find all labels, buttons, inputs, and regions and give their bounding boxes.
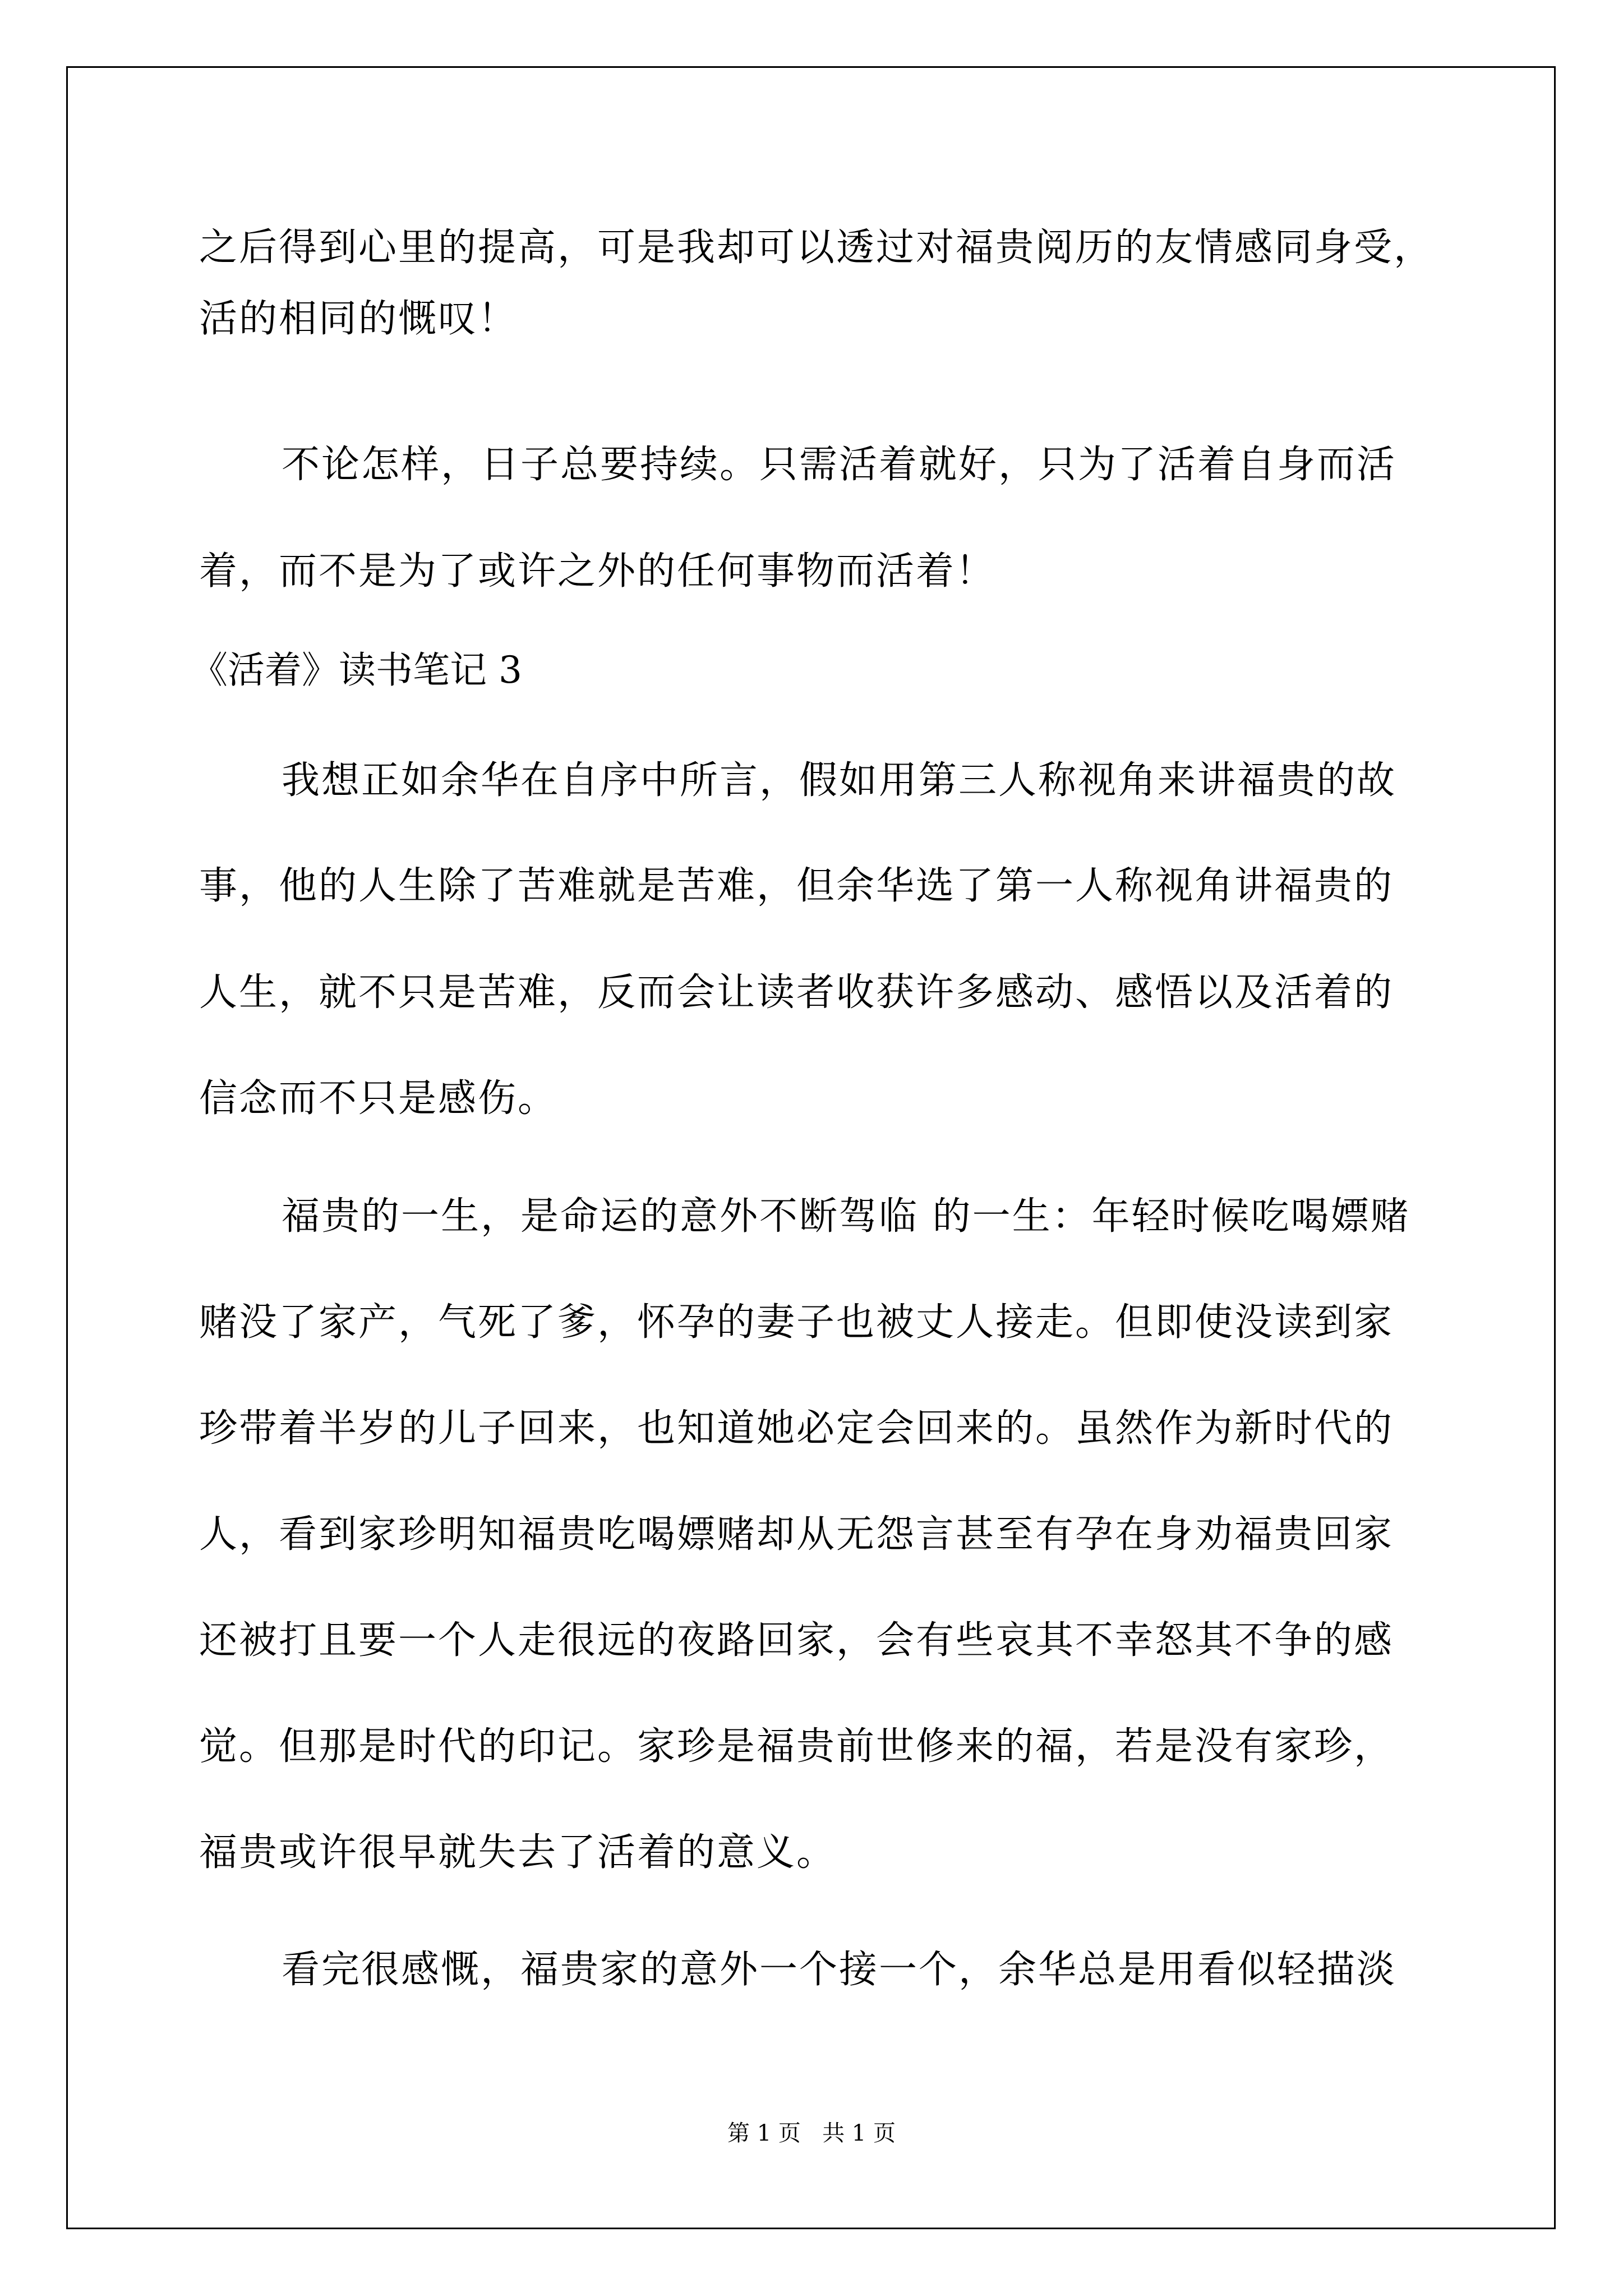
section-title: 《活着》读书笔记 3 — [191, 648, 522, 692]
text-line: 福贵的一生，是命运的意外不断驾临 的一生：年轻时候吃喝嫖赌 — [282, 1194, 1410, 1239]
text-line: 事，他的人生除了苦难就是苦难，但余华选了第一人称视角讲福贵的 — [199, 864, 1394, 908]
page-border — [66, 66, 1556, 2229]
text-line: 赌没了家产，气死了爹，怀孕的妻子也被丈人接走。但即使没读到家 — [199, 1300, 1394, 1345]
text-line: 人生，就不只是苦难，反而会让读者收获许多感动、感悟以及活着的 — [199, 970, 1394, 1015]
text-line: 福贵或许很早就失去了活着的意义。 — [199, 1830, 837, 1875]
text-line: 我想正如余华在自序中所言，假如用第三人称视角来讲福贵的故 — [282, 758, 1397, 803]
text-line: 信念而不只是感伤。 — [199, 1076, 558, 1121]
text-line: 不论怎样，日子总要持续。只需活着就好，只为了活着自身而活 — [282, 443, 1397, 487]
text-line: 活的相同的慨叹！ — [199, 297, 518, 341]
text-line: 觉。但那是时代的印记。家珍是福贵前世修来的福，若是没有家珍， — [199, 1724, 1394, 1769]
text-line: 还被打且要一个人走很远的夜路回家，会有些哀其不幸怒其不争的感 — [199, 1618, 1394, 1663]
page-footer: 第 1 页 共 1 页 — [727, 2120, 896, 2146]
text-line: 人，看到家珍明知福贵吃喝嫖赌却从无怨言甚至有孕在身劝福贵回家 — [199, 1512, 1394, 1557]
text-line: 珍带着半岁的儿子回来，也知道她必定会回来的。虽然作为新时代的 — [199, 1406, 1394, 1451]
text-line: 着，而不是为了或许之外的任何事物而活着！ — [199, 549, 996, 593]
text-line: 之后得到心里的提高，可是我却可以透过对福贵阅历的友情感同身受， — [199, 226, 1434, 270]
text-line: 看完很感慨，福贵家的意外一个接一个，余华总是用看似轻描淡 — [282, 1948, 1397, 1992]
